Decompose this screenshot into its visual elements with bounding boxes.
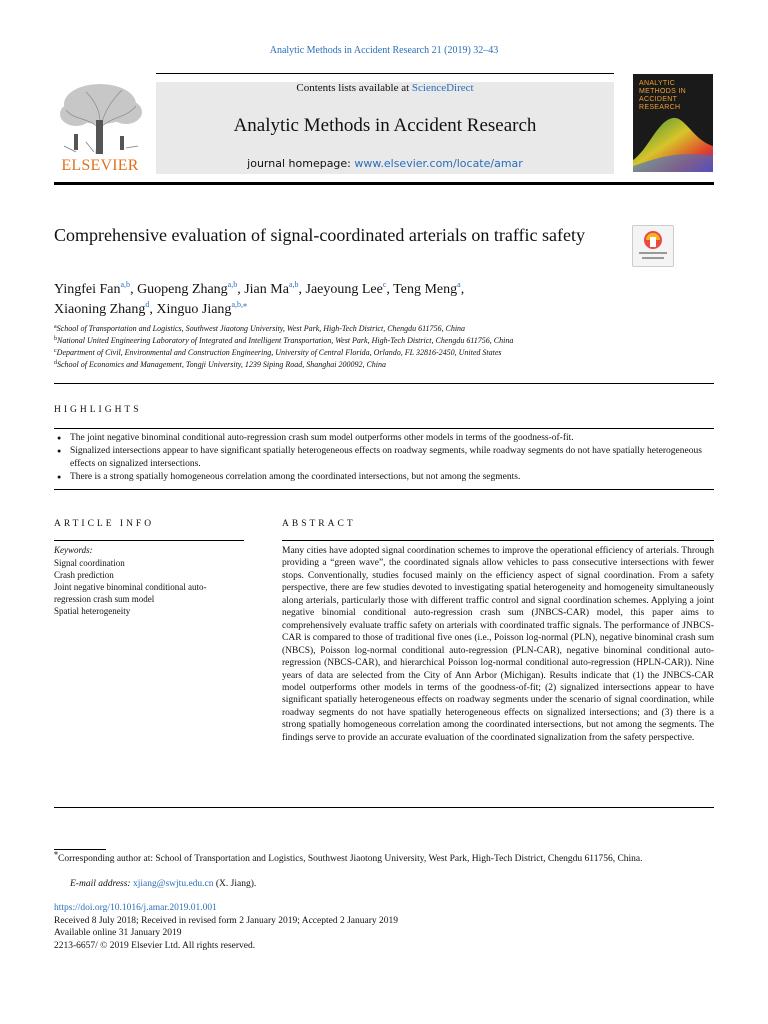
journal-banner xyxy=(156,82,614,174)
author-name[interactable]: Xinguo Jiang xyxy=(156,302,232,317)
homepage-prefix: journal homepage: xyxy=(247,157,351,170)
author-name[interactable]: Jian Ma xyxy=(244,282,289,297)
abstract-rule xyxy=(282,540,714,541)
keyword-item: Crash prediction xyxy=(54,570,114,580)
corresponding-author-note: ⁎Corresponding author at: School of Transportation and Logistics, Southwest Jiaotong University, West Park, High-Tech District, Chengdu 611756, China. xyxy=(54,848,643,864)
author-affiliation-sup[interactable]: a xyxy=(457,280,461,289)
keywords-list xyxy=(54,557,234,617)
contents-line xyxy=(156,82,614,94)
journal-homepage-line xyxy=(156,157,614,170)
sciencedirect-link[interactable]: ScienceDirect xyxy=(411,82,474,94)
author-name[interactable]: Xiaoning Zhang xyxy=(54,302,146,317)
cover-surface-graphic xyxy=(633,110,713,172)
header-bottom-rule xyxy=(54,182,714,185)
email-link[interactable]: xjiang@swjtu.edu.cn xyxy=(132,879,214,889)
cover-title: ANALYTIC METHODS IN ACCIDENT RESEARCH xyxy=(639,80,686,111)
highlights-bottom-rule xyxy=(54,489,714,490)
abstract-text: Many cities have adopted signal coordination schemes to improve the operational efficiency of arterials. Through providing a “green wave”, the coordinated signals allow vehicles to pass consecutive intersections with fewer stops. Conventionally, studies focused mainly on the efficiency aspect of signal coordination. From a safety perspective, there are few studies devoted to investigating spatial heterogeneity and homogeneity simultaneously along arterials, particularly those with different traffic control and signal coordination schemes. Applying a joint negative binomial conditional auto-regression crash sum (JNBCS-CAR) model, this paper aims to comprehensively evaluate traffic safety on arterials with coordinated traffic signals. The performance of JNBCS-CAR is compared to those of traditional five ones (i.e., Poisson log-normal (PLN), negative binominal crash sum (NBCS), Poisson log-normal conditional auto-regression (PLN-CAR), negative binominal conditional auto-regression (NBCS-CAR), and hierarchical Poisson log-normal conditional auto-regression (HPLN-CAR)). Nine years of data are selected from the City of Ann Arbor (Michigan). Results indicate that (1) the JNBCS-CAR model outperforms other models in terms of the goodness-of-fit; (2) signalized intersections appear to have significant spatially heterogeneous effects on roadway segments under the scenario of signal coordination, while roadway segments do not have spatially heterogeneous effects on signalized intersections; and (3) there is a strong spatially homogeneous correlation among the coordinated intersections, but not among the segments. The findings serve to provide an accurate evaluation of the coordinated signalization from the safety perspective. xyxy=(282,546,714,743)
online-date: Available online 31 January 2019 xyxy=(54,928,182,938)
corresponding-author-mark[interactable]: ⁎ xyxy=(243,300,247,309)
header-top-rule xyxy=(156,73,614,74)
author-separator: , xyxy=(237,282,245,297)
highlight-item: ● There is a strong spatially homogeneous correlation among the coordinated intersections, but not among the segments. xyxy=(54,471,714,484)
journal-citation-link[interactable]: Analytic Methods in Accident Research 21 (2019) 32–43 xyxy=(269,45,499,56)
author-affiliation-sup[interactable]: a,b, xyxy=(231,300,243,309)
author-separator: , xyxy=(386,282,394,297)
publication-info xyxy=(54,902,554,952)
author-name[interactable]: Jaeyoung Lee xyxy=(305,282,383,297)
elsevier-tree-icon xyxy=(56,82,144,154)
author-separator: , xyxy=(298,282,306,297)
highlights-list xyxy=(54,432,714,484)
email-line xyxy=(70,879,256,889)
keywords-label: Keywords: xyxy=(54,545,93,555)
email-suffix: (X. Jiang). xyxy=(215,879,257,889)
crossmark-badge[interactable] xyxy=(632,225,674,267)
footnote-rule xyxy=(54,849,106,850)
author-separator: , xyxy=(460,282,465,297)
section-divider xyxy=(54,383,714,384)
highlights-heading: HIGHLIGHTS xyxy=(54,405,142,415)
abstract-heading: ABSTRACT xyxy=(282,519,356,529)
affiliation-d: $^d$School of Economics and Management, Tongji University, 1239 Siping Road, Shanghai 200092, China xyxy=(54,360,387,369)
crossmark-icon xyxy=(633,226,673,266)
author-affiliation-sup[interactable]: a,b xyxy=(120,280,131,289)
author-name[interactable]: Guopeng Zhang xyxy=(137,282,228,297)
author-separator: , xyxy=(130,282,138,297)
author-list xyxy=(54,280,694,320)
highlight-item: ● The joint negative binominal conditional auto-regression crash sum model outperforms other models in terms of the goodness-of-fit. xyxy=(54,432,714,445)
author-affiliation-sup[interactable]: d xyxy=(145,300,150,309)
copyright: 2213-6657/ © 2019 Elsevier Ltd. All rights reserved. xyxy=(54,940,256,951)
affiliation-c: $^c$Department of Civil, Environmental and Construction Engineering, University of Central Florida, Orlando, FL 32816-2450, United States xyxy=(54,348,502,357)
elsevier-logo xyxy=(54,82,150,177)
affiliations xyxy=(54,323,714,371)
elsevier-wordmark: ELSEVIER xyxy=(61,157,139,174)
received-dates: Received 8 July 2018; Received in revised form 2 January 2019; Accepted 2 January 2019 xyxy=(54,915,399,926)
journal-name: Analytic Methods in Accident Research xyxy=(233,115,537,136)
article-info-heading: ARTICLE INFO xyxy=(54,519,155,529)
affiliation-a: $^a$School of Transportation and Logistics, Southwest Jiaotong University, West Park, High-Tech District, Chengdu 611756, China xyxy=(54,324,466,333)
doi-link[interactable]: https://doi.org/10.1016/j.amar.2019.01.001 xyxy=(54,903,217,913)
author-name[interactable]: Yingfei Fan xyxy=(54,282,121,297)
author-separator: , xyxy=(149,302,157,317)
author-affiliation-sup[interactable]: c xyxy=(382,280,387,289)
highlight-item: ● Signalized intersections appear to have significant spatially heterogeneous effects on roadway segments, while roadway segments do not have spatially heterogeneous effects on signalized intersections. xyxy=(54,445,714,471)
affiliation-b: $^b$National United Engineering Laboratory of Integrated and Intelligent Transportation, West Park, High-Tech District, Chengdu 611756, China xyxy=(54,336,514,345)
journal-cover-image xyxy=(633,74,713,172)
abstract-bottom-rule xyxy=(54,807,714,808)
footnote-mark: ⁎ xyxy=(54,848,58,857)
keyword-item: Signal coordination xyxy=(54,558,125,568)
keyword-item: Joint negative binominal conditional auto-regression crash sum model xyxy=(54,582,207,604)
author-affiliation-sup[interactable]: a,b xyxy=(288,280,299,289)
contents-prefix: Contents lists available at xyxy=(296,82,410,94)
highlights-top-rule xyxy=(54,428,714,429)
keyword-item: Spatial heterogeneity xyxy=(54,606,131,616)
article-title: Comprehensive evaluation of signal-coordinated arterials on traffic safety xyxy=(54,225,585,245)
author-name[interactable]: Teng Meng xyxy=(393,282,458,297)
homepage-link[interactable]: www.elsevier.com/locate/amar xyxy=(354,157,523,170)
author-affiliation-sup[interactable]: a,b xyxy=(227,280,238,289)
article-info-rule xyxy=(54,540,244,541)
email-label: E-mail address: xyxy=(70,879,131,889)
